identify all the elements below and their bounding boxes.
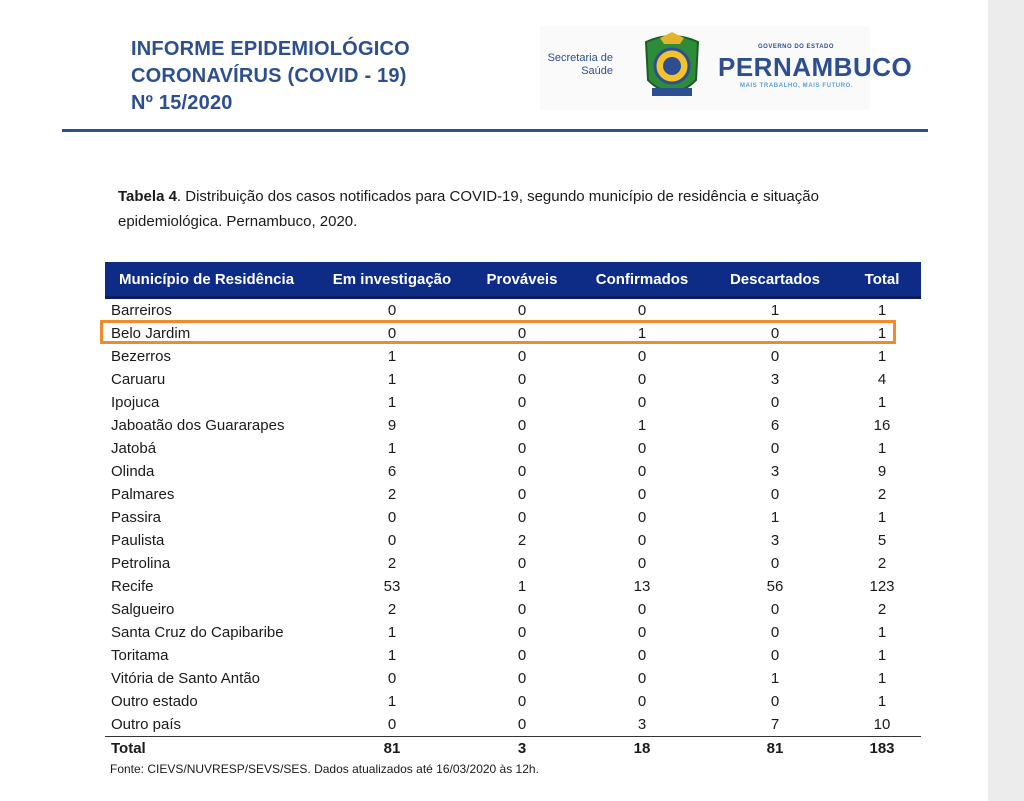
value-cell: 1 bbox=[877, 302, 887, 319]
value-cell: 0 bbox=[517, 670, 527, 687]
value-cell: 56 bbox=[766, 578, 784, 595]
value-cell: 2 bbox=[387, 486, 397, 503]
value-cell: 0 bbox=[637, 394, 647, 411]
municipality-cell: Jaboatão dos Guararapes bbox=[111, 417, 285, 434]
value-cell: 0 bbox=[387, 325, 397, 342]
value-cell: 4 bbox=[877, 371, 887, 388]
value-cell: 0 bbox=[517, 371, 527, 388]
value-cell: 0 bbox=[770, 348, 780, 365]
value-cell: 3 bbox=[770, 532, 780, 549]
value-cell: 0 bbox=[637, 486, 647, 503]
value-cell: 2 bbox=[387, 601, 397, 618]
value-cell: 1 bbox=[637, 417, 647, 434]
municipality-cell: Olinda bbox=[111, 463, 155, 480]
table-row bbox=[105, 345, 921, 368]
value-cell: 2 bbox=[877, 555, 887, 572]
value-cell: 0 bbox=[517, 509, 527, 526]
value-cell: 0 bbox=[387, 716, 397, 733]
table-row bbox=[105, 483, 921, 506]
value-cell: 2 bbox=[387, 555, 397, 572]
value-cell: 0 bbox=[637, 647, 647, 664]
value-cell: 1 bbox=[517, 578, 527, 595]
value-cell: 0 bbox=[637, 440, 647, 457]
municipality-cell: Caruaru bbox=[111, 371, 166, 388]
value-cell: 1 bbox=[877, 624, 887, 641]
secretaria-label bbox=[543, 52, 613, 78]
municipality-cell: Palmares bbox=[111, 486, 175, 503]
table-row bbox=[105, 575, 921, 598]
table-row bbox=[105, 713, 921, 737]
source-note: Fonte: CIEVS/NUVRESP/SEVS/SES. Dados atualizados até 16/03/2020 às 12h. bbox=[110, 762, 539, 776]
value-cell: 0 bbox=[517, 486, 527, 503]
value-cell: 3 bbox=[637, 716, 647, 733]
value-cell: 0 bbox=[637, 532, 647, 549]
municipality-cell: Bezerros bbox=[111, 348, 172, 365]
table-row bbox=[105, 529, 921, 552]
value-cell: 0 bbox=[517, 325, 527, 342]
value-cell: 0 bbox=[770, 394, 780, 411]
table-row bbox=[105, 437, 921, 460]
value-cell: 2 bbox=[877, 486, 887, 503]
value-cell: 0 bbox=[770, 486, 780, 503]
brand-slogan: MAIS TRABALHO, MAIS FUTURO. bbox=[740, 83, 854, 89]
cases-table bbox=[105, 262, 921, 760]
value-cell: 1 bbox=[387, 624, 397, 641]
value-cell: 0 bbox=[770, 325, 780, 342]
total-row bbox=[105, 737, 921, 761]
value-cell: 0 bbox=[517, 394, 527, 411]
value-cell: 1 bbox=[387, 647, 397, 664]
municipality-cell: Ipojuca bbox=[111, 394, 160, 411]
value-cell: 0 bbox=[637, 302, 647, 319]
value-cell: 0 bbox=[770, 555, 780, 572]
table-row bbox=[105, 322, 921, 345]
table-row bbox=[105, 690, 921, 713]
municipality-cell: Salgueiro bbox=[111, 601, 175, 618]
municipality-cell: Santa Cruz do Capibaribe bbox=[111, 624, 284, 641]
value-cell: 0 bbox=[387, 509, 397, 526]
total-label: Total bbox=[105, 737, 317, 761]
value-cell: 1 bbox=[877, 394, 887, 411]
value-cell: 13 bbox=[633, 578, 651, 595]
value-cell: 0 bbox=[517, 348, 527, 365]
value-cell: 1 bbox=[387, 348, 397, 365]
table-row bbox=[105, 644, 921, 667]
value-cell: 0 bbox=[517, 555, 527, 572]
table-row bbox=[105, 621, 921, 644]
value-cell: 10 bbox=[873, 716, 891, 733]
value-cell: 2 bbox=[877, 601, 887, 618]
header-divider bbox=[62, 129, 928, 132]
value-cell: 2 bbox=[517, 532, 527, 549]
brand-name: PERNAMBUCO bbox=[718, 52, 913, 82]
viewer-sidebar bbox=[988, 0, 1024, 801]
table-caption bbox=[118, 184, 858, 234]
municipality-cell: Outro país bbox=[111, 716, 182, 733]
total-value: 81 bbox=[707, 737, 843, 761]
total-value: 183 bbox=[843, 737, 921, 761]
value-cell: 9 bbox=[877, 463, 887, 480]
value-cell: 1 bbox=[770, 670, 780, 687]
value-cell: 0 bbox=[770, 693, 780, 710]
table-row bbox=[105, 598, 921, 621]
table-body bbox=[105, 298, 921, 761]
value-cell: 0 bbox=[637, 693, 647, 710]
gov-label: GOVERNO DO ESTADO bbox=[758, 44, 835, 50]
value-cell: 0 bbox=[517, 693, 527, 710]
total-value: 18 bbox=[577, 737, 707, 761]
column-header: Confirmados bbox=[595, 270, 689, 288]
value-cell: 1 bbox=[637, 325, 647, 342]
title-line-1: INFORME EPIDEMIOLÓGICO bbox=[131, 38, 410, 60]
value-cell: 0 bbox=[517, 716, 527, 733]
municipality-cell: Passira bbox=[111, 509, 162, 526]
value-cell: 0 bbox=[637, 348, 647, 365]
municipality-cell: Recife bbox=[111, 578, 154, 595]
municipality-cell: Petrolina bbox=[111, 555, 171, 572]
table-row bbox=[105, 391, 921, 414]
municipality-cell: Jatobá bbox=[111, 440, 157, 457]
value-cell: 5 bbox=[877, 532, 887, 549]
value-cell: 6 bbox=[770, 417, 780, 434]
value-cell: 0 bbox=[770, 624, 780, 641]
value-cell: 1 bbox=[877, 440, 887, 457]
value-cell: 1 bbox=[877, 647, 887, 664]
value-cell: 0 bbox=[517, 463, 527, 480]
value-cell: 3 bbox=[770, 371, 780, 388]
value-cell: 1 bbox=[877, 348, 887, 365]
value-cell: 0 bbox=[637, 463, 647, 480]
value-cell: 7 bbox=[770, 716, 780, 733]
total-value: 81 bbox=[317, 737, 467, 761]
table-row bbox=[105, 414, 921, 437]
municipality-cell: Paulista bbox=[111, 532, 165, 549]
table-row bbox=[105, 460, 921, 483]
table-row bbox=[105, 552, 921, 575]
table-row bbox=[105, 298, 921, 323]
table-header-row bbox=[105, 262, 921, 298]
report-title bbox=[131, 36, 410, 117]
value-cell: 16 bbox=[873, 417, 891, 434]
state-crest-icon bbox=[636, 30, 708, 104]
value-cell: 1 bbox=[877, 693, 887, 710]
value-cell: 6 bbox=[387, 463, 397, 480]
value-cell: 0 bbox=[637, 371, 647, 388]
value-cell: 0 bbox=[770, 647, 780, 664]
value-cell: 1 bbox=[877, 325, 887, 342]
secretaria-line-1: Secretaria de bbox=[547, 52, 613, 64]
value-cell: 0 bbox=[517, 302, 527, 319]
column-header: Descartados bbox=[729, 270, 821, 288]
secretaria-line-2: Saúde bbox=[581, 65, 613, 77]
value-cell: 0 bbox=[387, 532, 397, 549]
value-cell: 1 bbox=[877, 670, 887, 687]
title-line-2: CORONAVÍRUS (COVID - 19) bbox=[131, 65, 407, 87]
value-cell: 0 bbox=[637, 624, 647, 641]
municipality-cell: Vitória de Santo Antão bbox=[111, 670, 261, 687]
value-cell: 53 bbox=[383, 578, 401, 595]
value-cell: 1 bbox=[387, 371, 397, 388]
value-cell: 0 bbox=[637, 670, 647, 687]
value-cell: 1 bbox=[877, 509, 887, 526]
total-value: 3 bbox=[467, 737, 577, 761]
table-row bbox=[105, 368, 921, 391]
value-cell: 1 bbox=[387, 440, 397, 457]
value-cell: 0 bbox=[637, 509, 647, 526]
municipality-cell: Toritama bbox=[111, 647, 169, 664]
municipality-cell: Belo Jardim bbox=[111, 325, 191, 342]
municipality-cell: Barreiros bbox=[111, 302, 172, 319]
value-cell: 0 bbox=[637, 555, 647, 572]
value-cell: 123 bbox=[869, 578, 895, 595]
value-cell: 1 bbox=[770, 509, 780, 526]
table-row bbox=[105, 667, 921, 690]
value-cell: 0 bbox=[387, 302, 397, 319]
value-cell: 0 bbox=[637, 601, 647, 618]
value-cell: 0 bbox=[517, 417, 527, 434]
municipality-cell: Outro estado bbox=[111, 693, 198, 710]
value-cell: 0 bbox=[387, 670, 397, 687]
value-cell: 0 bbox=[517, 601, 527, 618]
column-header: Prováveis bbox=[486, 270, 558, 288]
value-cell: 3 bbox=[770, 463, 780, 480]
table-row bbox=[105, 506, 921, 529]
value-cell: 0 bbox=[770, 440, 780, 457]
column-header: Em investigação bbox=[332, 270, 452, 288]
value-cell: 9 bbox=[387, 417, 397, 434]
value-cell: 1 bbox=[387, 394, 397, 411]
value-cell: 1 bbox=[387, 693, 397, 710]
value-cell: 0 bbox=[770, 601, 780, 618]
column-header: Total bbox=[864, 270, 900, 288]
value-cell: 0 bbox=[517, 624, 527, 641]
caption-label: Tabela 4 bbox=[118, 188, 177, 205]
column-header: Município de Residência bbox=[119, 270, 295, 288]
caption-text: . Distribuição dos casos notificados para COVID-19, segundo município de residência e situação epidemiológica. Pernambuco, 2020. bbox=[118, 188, 819, 230]
value-cell: 1 bbox=[770, 302, 780, 319]
title-line-3: Nº 15/2020 bbox=[131, 92, 233, 114]
value-cell: 0 bbox=[517, 647, 527, 664]
value-cell: 0 bbox=[517, 440, 527, 457]
